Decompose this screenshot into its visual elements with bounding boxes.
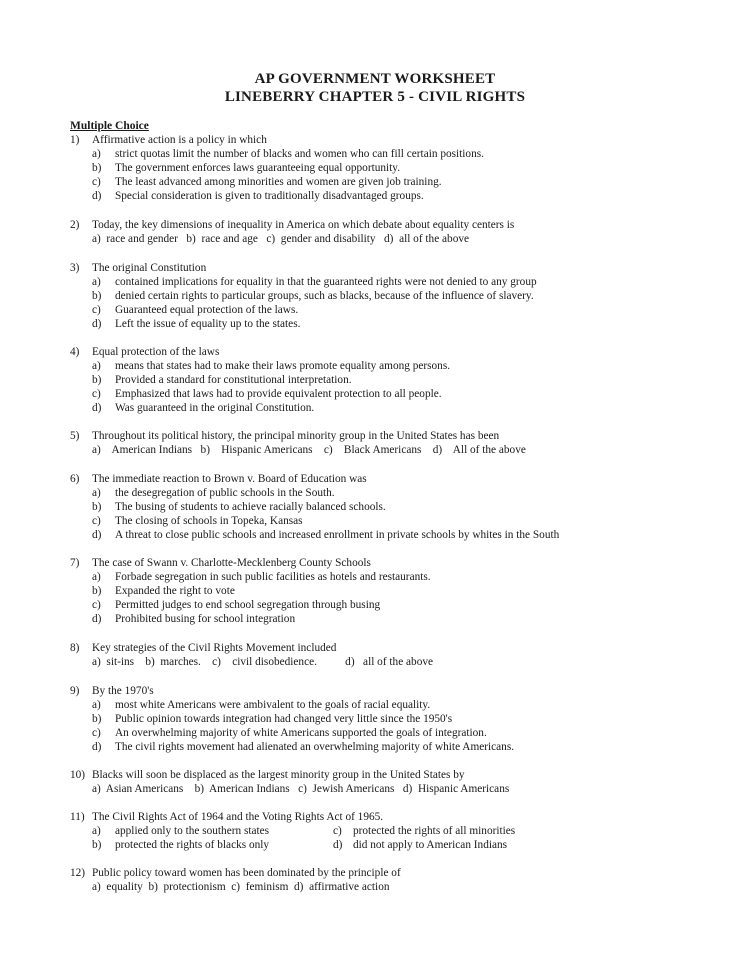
section-heading: Multiple Choice — [70, 120, 149, 132]
option-letter: c) — [333, 825, 342, 837]
option-text: The busing of students to achieve racially balanced schools. — [115, 501, 386, 513]
option-text: The government enforces laws guaranteeing equal opportunity. — [115, 162, 401, 174]
option-text: Left the issue of equality up to the states. — [115, 318, 301, 330]
option-letter: b) — [92, 162, 102, 174]
option-text: Permitted judges to end school segregation through busing — [115, 599, 381, 611]
question-7 — [70, 556, 730, 626]
inline-options: a) equality b) protectionism c) feminism d) affirmative action — [92, 881, 390, 893]
option-text: Emphasized that laws had to provide equivalent protection to all people. — [115, 388, 442, 400]
option-letter: d) — [92, 318, 102, 330]
option-text: Expanded the right to vote — [115, 585, 235, 597]
question-text: The case of Swann v. Charlotte-Mecklenberg County Schools — [92, 557, 371, 569]
question-text: The Civil Rights Act of 1964 and the Voting Rights Act of 1965. — [92, 811, 384, 823]
question-number: 5) — [70, 430, 80, 442]
option-letter: c) — [92, 388, 101, 400]
question-4 — [70, 345, 730, 415]
option-letter: b) — [92, 501, 102, 513]
option-text: Forbade segregation in such public facilities as hotels and restaurants. — [115, 571, 431, 583]
option-letter: a) — [92, 825, 101, 837]
question-5 — [70, 429, 730, 457]
question-1 — [70, 133, 730, 203]
question-text: The immediate reaction to Brown v. Board of Education was — [92, 473, 367, 485]
option-letter: a) — [92, 699, 101, 711]
question-2 — [70, 218, 730, 246]
option-letter: d) — [92, 402, 102, 414]
option-text: The civil rights movement had alienated an overwhelming majority of white Americans. — [115, 741, 515, 753]
option-letter: c) — [92, 515, 101, 527]
question-9 — [70, 684, 730, 754]
option-letter: d) — [92, 613, 102, 625]
worksheet-subtitle: LINEBERRY CHAPTER 5 - CIVIL RIGHTS — [224, 89, 526, 105]
question-text: The original Constitution — [92, 262, 207, 274]
option-text: contained implications for equality in that the guaranteed rights were not denied to any group — [115, 276, 537, 288]
question-number: 12) — [70, 867, 86, 879]
question-text: Today, the key dimensions of inequality in America on which debate about equality centers is — [92, 219, 515, 231]
question-10 — [70, 768, 730, 796]
option-text: protected the rights of all minorities — [353, 825, 516, 837]
option-letter: a) — [92, 360, 101, 372]
option-text: strict quotas limit the number of blacks and women who can fill certain positions. — [115, 148, 484, 160]
option-letter: c) — [92, 727, 101, 739]
option-letter: a) — [92, 276, 101, 288]
question-text: Key strategies of the Civil Rights Movement included — [92, 642, 337, 654]
option-letter: b) — [92, 374, 102, 386]
option-text: Special consideration is given to traditionally disadvantaged groups. — [115, 190, 424, 202]
option-text: Provided a standard for constitutional interpretation. — [115, 374, 352, 386]
question-6 — [70, 472, 730, 542]
worksheet-title: AP GOVERNMENT WORKSHEET — [254, 71, 496, 87]
question-12 — [70, 866, 730, 894]
question-number: 4) — [70, 346, 80, 358]
option-letter: a) — [92, 148, 101, 160]
question-number: 7) — [70, 557, 80, 569]
question-number: 11) — [70, 811, 85, 823]
option-text: applied only to the southern states — [115, 825, 270, 837]
question-number: 9) — [70, 685, 80, 697]
option-text: means that states had to make their laws promote equality among persons. — [115, 360, 451, 372]
inline-options: a) Asian Americans b) American Indians c) Jewish Americans d) Hispanic Americans — [92, 783, 510, 795]
option-letter: d) — [92, 190, 102, 202]
question-text: Equal protection of the laws — [92, 346, 220, 358]
question-number: 6) — [70, 473, 80, 485]
option-text: The least advanced among minorities and women are given job training. — [115, 176, 442, 188]
option-letter: c) — [92, 599, 101, 611]
question-text: Throughout its political history, the principal minority group in the United States has been — [92, 430, 500, 442]
option-letter: d) — [92, 529, 102, 541]
question-text: Blacks will soon be displaced as the largest minority group in the United States by — [92, 769, 465, 781]
option-text: The closing of schools in Topeka, Kansas — [115, 515, 303, 527]
inline-options: a) sit-ins b) marches. c) civil disobedience. d) all of the above — [92, 656, 434, 668]
option-letter: d) — [333, 839, 343, 851]
option-text: Prohibited busing for school integration — [115, 613, 296, 625]
option-text: the desegregation of public schools in the South. — [115, 487, 335, 499]
question-3 — [70, 261, 730, 331]
inline-options: a) American Indians b) Hispanic Americans c) Black Americans d) All of the above — [92, 444, 526, 456]
option-text: Public opinion towards integration had changed very little since the 1950's — [115, 713, 453, 725]
option-letter: a) — [92, 571, 101, 583]
question-number: 10) — [70, 769, 86, 781]
question-number: 3) — [70, 262, 80, 274]
option-text: most white Americans were ambivalent to the goals of racial equality. — [115, 699, 431, 711]
option-text: Guaranteed equal protection of the laws. — [115, 304, 299, 316]
option-letter: c) — [92, 304, 101, 316]
question-8 — [70, 641, 730, 669]
option-letter: a) — [92, 487, 101, 499]
option-text: A threat to close public schools and increased enrollment in private schools by whites in the South — [115, 529, 560, 541]
question-number: 8) — [70, 642, 80, 654]
question-11 — [70, 810, 730, 852]
question-text: By the 1970's — [92, 685, 154, 697]
option-text: did not apply to American Indians — [353, 839, 508, 851]
option-letter: b) — [92, 839, 102, 851]
question-text: Public policy toward women has been dominated by the principle of — [92, 867, 401, 879]
question-number: 2) — [70, 219, 80, 231]
option-text: Was guaranteed in the original Constitution. — [115, 402, 315, 414]
option-letter: c) — [92, 176, 101, 188]
option-letter: b) — [92, 290, 102, 302]
option-text: denied certain rights to particular groups, such as blacks, because of the influence of slavery. — [115, 290, 534, 302]
question-text: Affirmative action is a policy in which — [92, 134, 267, 146]
option-letter: d) — [92, 741, 102, 753]
option-text: protected the rights of blacks only — [115, 839, 270, 851]
option-letter: b) — [92, 713, 102, 725]
question-number: 1) — [70, 134, 80, 146]
option-text: An overwhelming majority of white Americans supported the goals of integration. — [115, 727, 487, 739]
inline-options: a) race and gender b) race and age c) gender and disability d) all of the above — [92, 233, 470, 245]
option-letter: b) — [92, 585, 102, 597]
